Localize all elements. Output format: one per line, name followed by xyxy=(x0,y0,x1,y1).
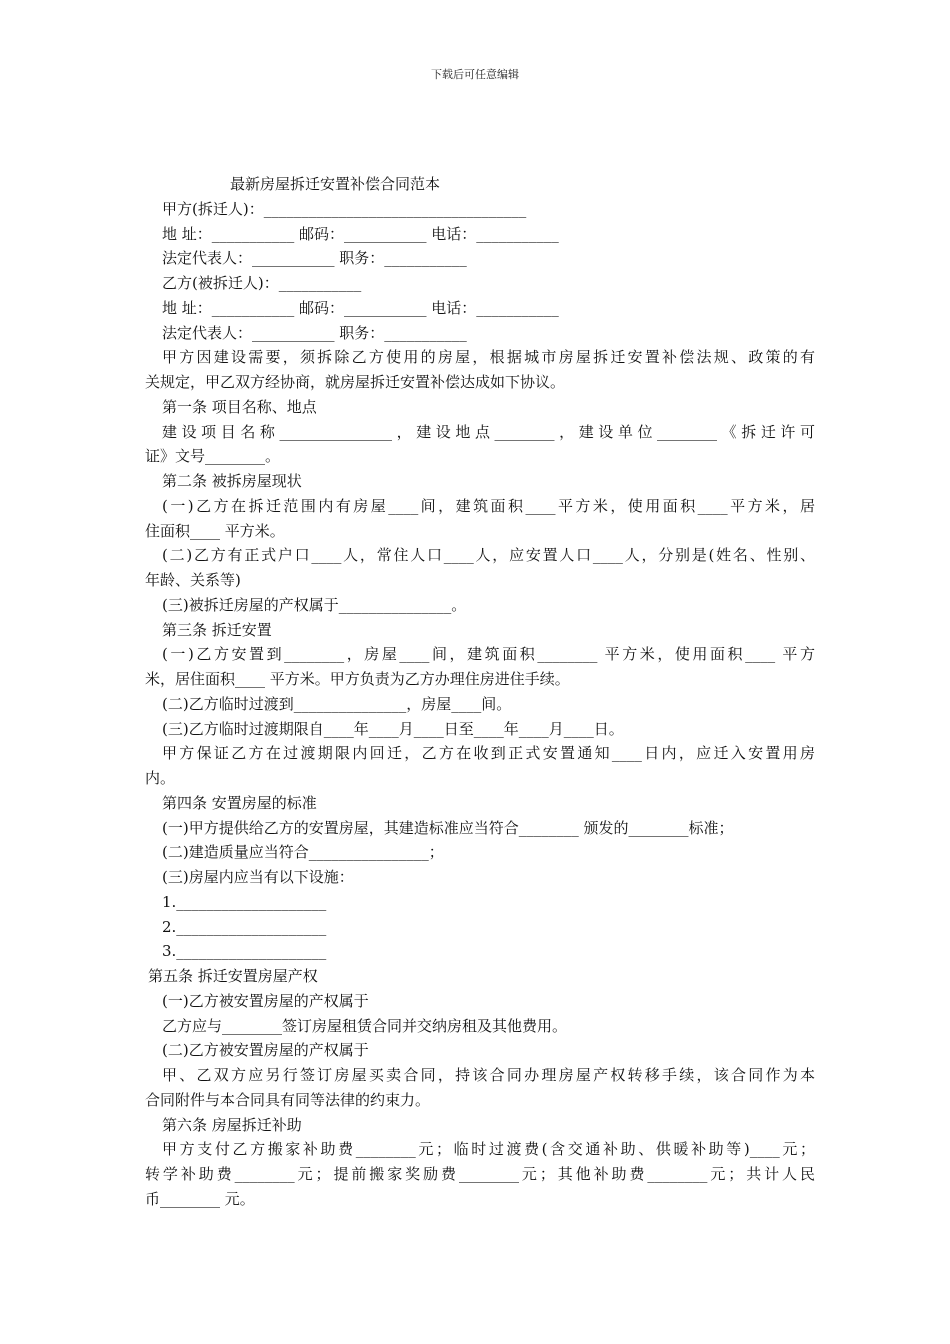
article-line: (一)甲方提供给乙方的安置房屋，其建造标准应当符合________ 颁发的________标准； xyxy=(162,818,734,837)
party-a-representative: 法定代表人：___________ 职务：___________ xyxy=(162,249,467,268)
article-line: 乙方应与________签订房屋租赁合同并交纳房租及其他费用。 xyxy=(162,1016,568,1035)
article-line: (二)乙方临时过渡到_______________，房屋____间。 xyxy=(162,694,512,713)
article-line: 住面积____ 平方米。 xyxy=(145,521,285,540)
article-heading: 第六条 房屋拆迁补助 xyxy=(162,1115,302,1134)
party-b-line: 乙方(被拆迁人)：___________ xyxy=(162,274,362,292)
article-heading: 第五条 拆迁安置房屋产权 xyxy=(148,967,318,985)
article-line: 证》文号________。 xyxy=(145,447,281,466)
article-line: 币________ 元。 xyxy=(145,1189,255,1208)
party-b-address: 地 址：___________ 邮码：___________ 电话：___________ xyxy=(162,298,559,317)
header-note: 下载后可任意编辑 xyxy=(431,68,519,81)
article-heading: 第四条 安置房屋的标准 xyxy=(162,793,317,812)
contract-body xyxy=(145,172,815,1212)
article-line: (三)乙方临时过渡期限自____年____月____日至____年____月____日。 xyxy=(162,719,624,738)
party-a-address: 地 址：___________ 邮码：___________ 电话：___________ xyxy=(162,224,559,243)
article-line: (二)建造质量应当符合________________； xyxy=(162,843,444,862)
article-line: 年龄、关系等) xyxy=(145,571,241,589)
article-line: (三)被拆迁房屋的产权属于_______________。 xyxy=(162,595,467,614)
facility-item: 2.____________________ xyxy=(162,917,327,936)
article-line: 转学补助费________元；提前搬家奖励费________元；其他补助费________元；共计人民 xyxy=(145,1165,815,1183)
article-line: (二)乙方被安置房屋的产权属于 xyxy=(162,1041,369,1060)
party-a-line: 甲方(拆迁人)：___________________________________ xyxy=(162,199,527,218)
preamble-line: 甲方因建设需要，须拆除乙方使用的房屋，根据城市房屋拆迁安置补偿法规、政策的有 xyxy=(162,348,815,367)
article-line: (一)乙方安置到________，房屋____间，建筑面积________ 平方米，使用面积____ 平方 xyxy=(162,645,815,664)
preamble-line: 关规定，甲乙双方经协商，就房屋拆迁安置补偿达成如下协议。 xyxy=(145,373,566,391)
article-line: 合同附件与本合同具有同等法律的约束力。 xyxy=(145,1090,431,1109)
article-line: 建设项目名称_______________，建设地点________，建设单位________《拆迁许可 xyxy=(162,422,815,441)
facility-item: 3.____________________ xyxy=(162,942,327,961)
article-line: 米，居住面积____ 平方米。甲方负责为乙方办理住房进住手续。 xyxy=(145,670,570,688)
article-heading: 第三条 拆迁安置 xyxy=(162,620,272,639)
article-line: (三)房屋内应当有以下设施： xyxy=(162,868,354,886)
party-b-representative: 法定代表人：___________ 职务：___________ xyxy=(162,323,467,342)
article-line: 内。 xyxy=(145,769,176,787)
article-heading: 第二条 被拆房屋现状 xyxy=(162,472,302,490)
article-line: 甲方支付乙方搬家补助费________元；临时过渡费(含交通补助、供暖补助等)____元； xyxy=(162,1140,815,1159)
article-line: (一)乙方在拆迁范围内有房屋____间，建筑面积____平方米，使用面积____平方米，居 xyxy=(162,496,815,515)
facility-item: 1.____________________ xyxy=(162,892,327,911)
article-line: 甲方保证乙方在过渡期限内回迁，乙方在收到正式安置通知____日内，应迁入安置用房 xyxy=(162,744,815,763)
article-line: (一)乙方被安置房屋的产权属于 xyxy=(162,991,369,1010)
document-title: 最新房屋拆迁安置补偿合同范本 xyxy=(230,175,441,193)
article-line: (二)乙方有正式户口____人，常住人口____人，应安置人口____人，分别是(姓名、性别、 xyxy=(162,546,815,565)
article-heading: 第一条 项目名称、地点 xyxy=(162,397,317,416)
article-line: 甲、乙双方应另行签订房屋买卖合同，持该合同办理房屋产权转移手续，该合同作为本 xyxy=(162,1066,815,1084)
